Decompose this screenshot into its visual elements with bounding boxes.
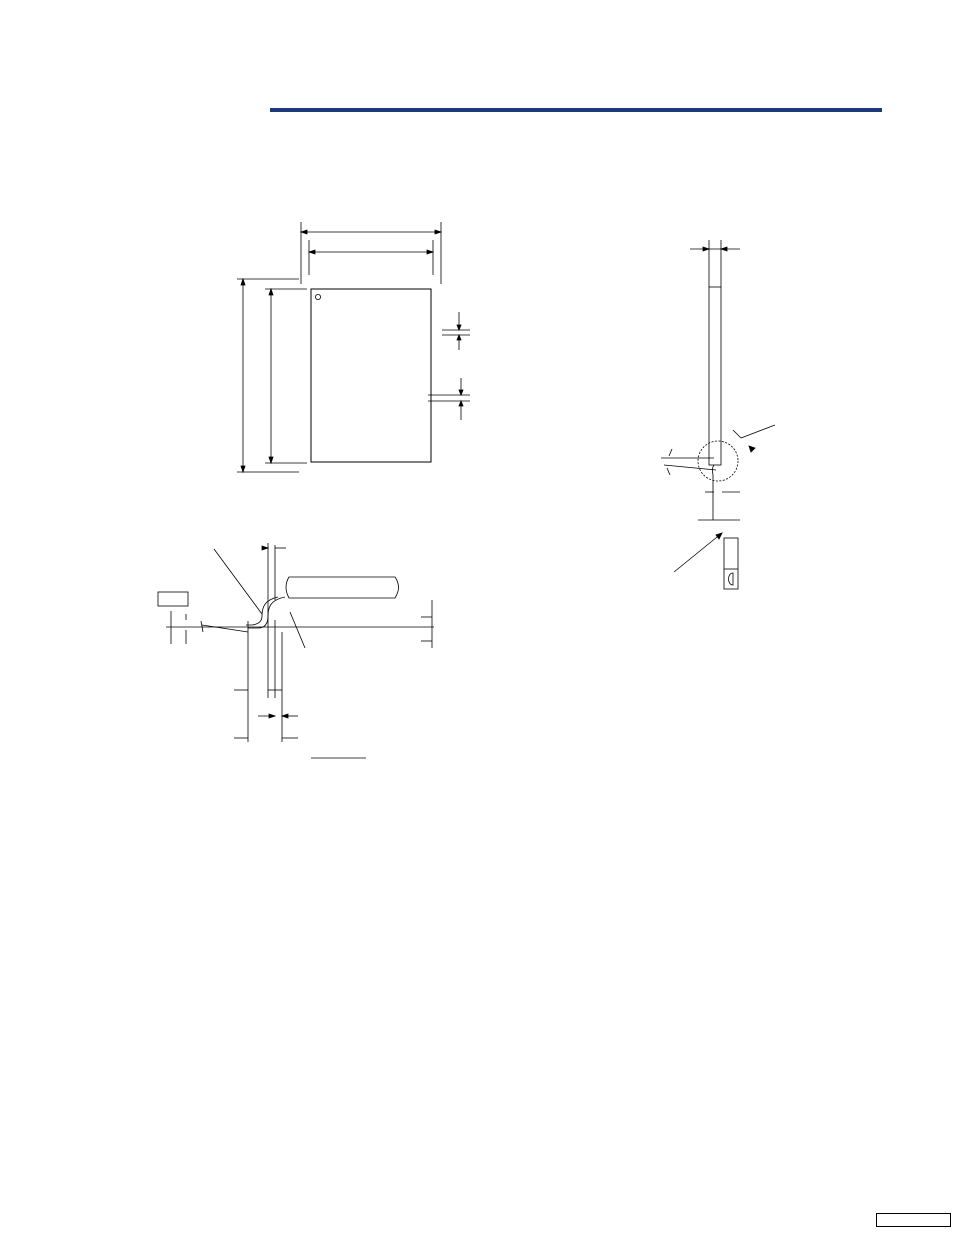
package-body xyxy=(311,289,431,462)
top-view xyxy=(237,222,470,472)
pin1-marker xyxy=(315,294,320,299)
gauge-box xyxy=(158,592,188,606)
side-body xyxy=(709,287,721,465)
detail-circle xyxy=(698,441,738,481)
document-number-box xyxy=(876,1213,951,1227)
coplanarity-box xyxy=(724,538,738,589)
side-view xyxy=(661,240,775,589)
detail-a xyxy=(158,543,434,758)
